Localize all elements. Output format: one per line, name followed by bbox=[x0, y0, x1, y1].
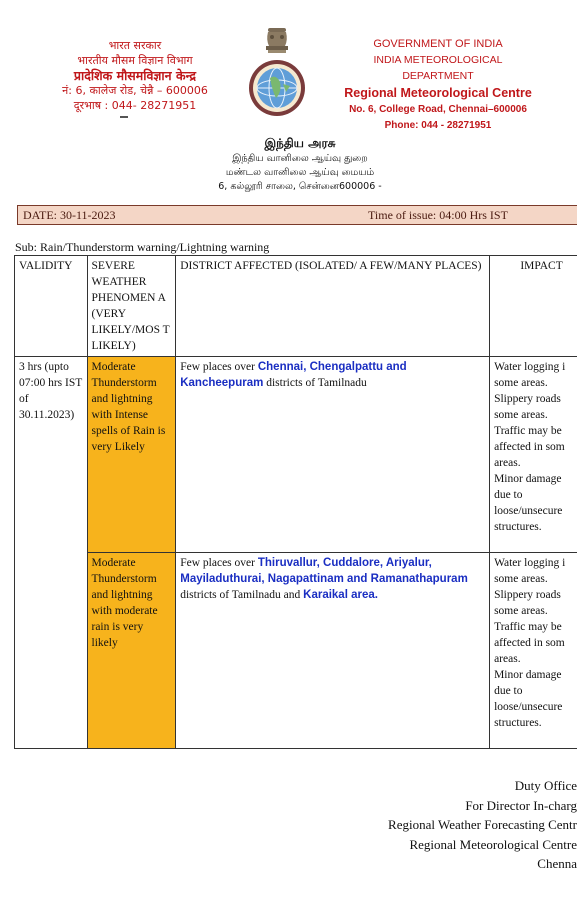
district-extra-places: Karaikal area. bbox=[303, 589, 378, 601]
district-suffix: districts of Tamilnadu bbox=[266, 377, 367, 389]
impact-line: structures. bbox=[494, 717, 542, 729]
signature-line-2: For Director In-charg bbox=[465, 797, 577, 813]
impact-line: some areas. bbox=[494, 409, 548, 421]
hindi-line-2: भारतीय मौसम विज्ञान विभाग bbox=[77, 54, 193, 67]
english-line-2: INDIA METEOROLOGICAL DEPARTMENT bbox=[373, 54, 503, 82]
english-line-4: No. 6, College Road, Chennai–600006 bbox=[349, 104, 527, 115]
table-row bbox=[15, 553, 577, 749]
tamil-line-3: மண்டல வானிலை ஆய்வு மையம் bbox=[225, 167, 375, 178]
validity-cell: 3 hrs (upto 07:00 hrs IST of 30.11.2023) bbox=[15, 357, 88, 749]
header-validity: VALIDITY bbox=[15, 256, 88, 357]
impact-line: Traffic may be bbox=[494, 621, 562, 633]
impact-line: loose/unsecure bbox=[494, 701, 563, 713]
impact-line: Traffic may be bbox=[494, 425, 562, 437]
header-impact: IMPACT bbox=[490, 256, 577, 357]
district-cell bbox=[176, 357, 490, 553]
english-line-1: GOVERNMENT OF INDIA bbox=[373, 38, 503, 50]
impact-line: due to bbox=[494, 489, 523, 501]
header-hindi bbox=[40, 38, 230, 113]
impact-line: affected in som bbox=[494, 637, 565, 649]
impact-line: some areas. bbox=[494, 605, 548, 617]
district-suffix: districts of Tamilnadu and bbox=[180, 589, 301, 601]
phenomena-cell: Moderate Thunderstorm and lightning with moderate rain is very likely bbox=[87, 553, 176, 749]
district-places: Chennai, Chengalpattu and Kancheepuram bbox=[180, 361, 407, 389]
table-header-row bbox=[15, 256, 577, 357]
tamil-line-1: இந்திய அரசு bbox=[264, 136, 336, 150]
tamil-line-4: 6, கல்லூரி சாலை, சென்னை600006 - bbox=[218, 181, 382, 192]
signature-line-1: Duty Office bbox=[514, 778, 577, 793]
header-district: DISTRICT AFFECTED (ISOLATED/ A FEW/MANY PLACES) bbox=[176, 256, 490, 357]
impact-line: Water logging i bbox=[494, 557, 566, 569]
impact-line: loose/unsecure bbox=[494, 505, 563, 517]
paper-mark bbox=[120, 116, 128, 118]
impact-line: areas. bbox=[494, 457, 521, 469]
signature-line-3: Regional Weather Forecasting Centr bbox=[388, 817, 577, 832]
hindi-line-5: दूरभाष : 044- 28271951 bbox=[73, 99, 197, 112]
signature-line-4: Regional Meteorological Centre bbox=[409, 836, 577, 852]
header-tamil bbox=[200, 135, 400, 194]
impact-line: Minor damage bbox=[494, 669, 562, 681]
english-line-5: Phone: 044 - 28271951 bbox=[384, 120, 492, 131]
ashoka-emblem-icon bbox=[246, 26, 308, 122]
phenomena-cell: Moderate Thunderstorm and lightning with Intense spells of Rain is very Likely bbox=[87, 357, 176, 553]
english-line-3: Regional Meteorological Centre bbox=[344, 86, 532, 100]
signature-line-5: Chenna bbox=[537, 856, 577, 871]
hindi-line-1: भारत सरकार bbox=[108, 39, 162, 52]
impact-line: due to bbox=[494, 685, 523, 697]
impact-line: some areas. bbox=[494, 377, 548, 389]
impact-cell bbox=[490, 553, 577, 749]
date-bar bbox=[17, 205, 577, 225]
impact-line: Slippery roads bbox=[494, 589, 561, 601]
table-row bbox=[15, 357, 577, 553]
issue-date: DATE: 30-11-2023 bbox=[23, 208, 116, 222]
impact-line: Water logging i bbox=[494, 361, 566, 373]
district-prefix: Few places over bbox=[180, 557, 255, 569]
warning-table bbox=[14, 255, 577, 749]
impact-line: Minor damage bbox=[494, 473, 562, 485]
issue-time: Time of issue: 04:00 Hrs IST bbox=[368, 208, 508, 222]
impact-line: affected in som bbox=[494, 441, 565, 453]
impact-line: some areas. bbox=[494, 573, 548, 585]
hindi-line-4: नं: 6, कालेज रोड, चेन्नै – 600006 bbox=[62, 84, 208, 97]
impact-line: Slippery roads bbox=[494, 393, 561, 405]
header-english bbox=[338, 36, 538, 134]
impact-line: structures. bbox=[494, 521, 542, 533]
header-phenomena: SEVERE WEATHER PHENOMEN A (VERY LIKELY/MOS T LIKELY) bbox=[87, 256, 176, 357]
tamil-line-2: இந்திய வானிலை ஆய்வு துறை bbox=[232, 153, 368, 164]
district-prefix: Few places over bbox=[180, 361, 255, 373]
subject-line: Sub: Rain/Thunderstorm warning/Lightning warning bbox=[15, 240, 270, 254]
signature-block bbox=[217, 776, 577, 874]
impact-line: areas. bbox=[494, 653, 521, 665]
impact-cell bbox=[490, 357, 577, 553]
hindi-line-3: प्रादेशिक मौसमविज्ञान केन्द्र bbox=[73, 68, 197, 83]
district-places: Thiruvallur, Cuddalore, Ariyalur, Mayiladuthurai, Nagapattinam and Ramanathapuram bbox=[180, 557, 468, 585]
district-cell bbox=[176, 553, 490, 749]
